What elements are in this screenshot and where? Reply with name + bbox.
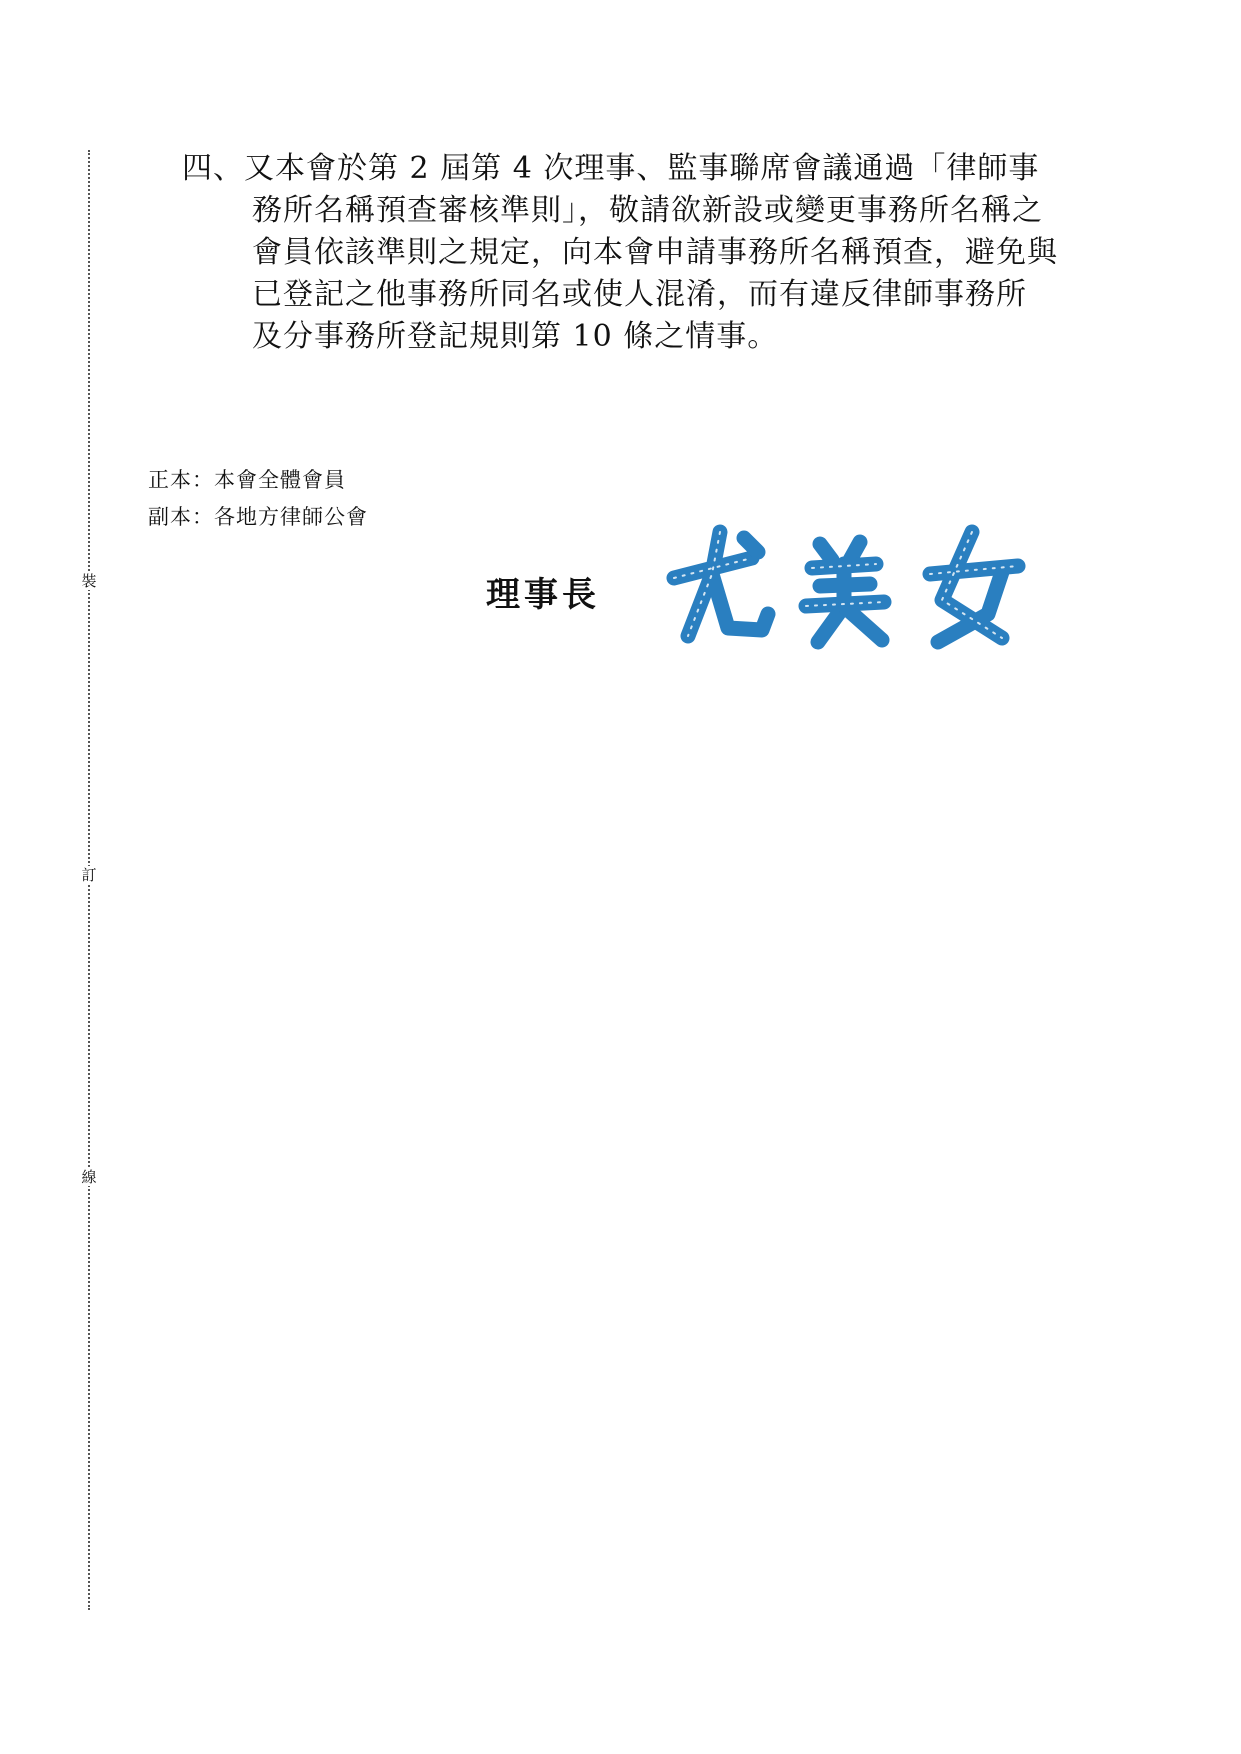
binding-char-zhuang: 裝: [78, 572, 100, 590]
binding-char-ding: 訂: [78, 866, 100, 884]
original-recipients: 正本：本會全體會員: [148, 468, 346, 492]
item-line: 會員依該準則之規定，向本會申請事務所名稱預查，避免與: [252, 235, 1058, 270]
distribution-list: [148, 462, 368, 536]
binding-char-xian: 線: [78, 1168, 100, 1186]
item-line: 務所名稱預查審核準則」，敬請欲新設或變更事務所名稱之: [252, 193, 1043, 228]
item-line: 及分事務所登記規則第 10 條之情事。: [252, 319, 779, 354]
chairperson-title: 理事長: [486, 575, 600, 615]
item-line: 已登記之他事務所同名或使人混淆，而有違反律師事務所: [252, 277, 1027, 312]
item-four: [182, 148, 1122, 358]
copy-recipients: 副本：各地方律師公會: [148, 505, 368, 529]
item-line: 四、又本會於第 2 屆第 4 次理事、監事聯席會議通過「律師事: [182, 151, 1040, 186]
seal-signature-image: [660, 520, 1032, 652]
